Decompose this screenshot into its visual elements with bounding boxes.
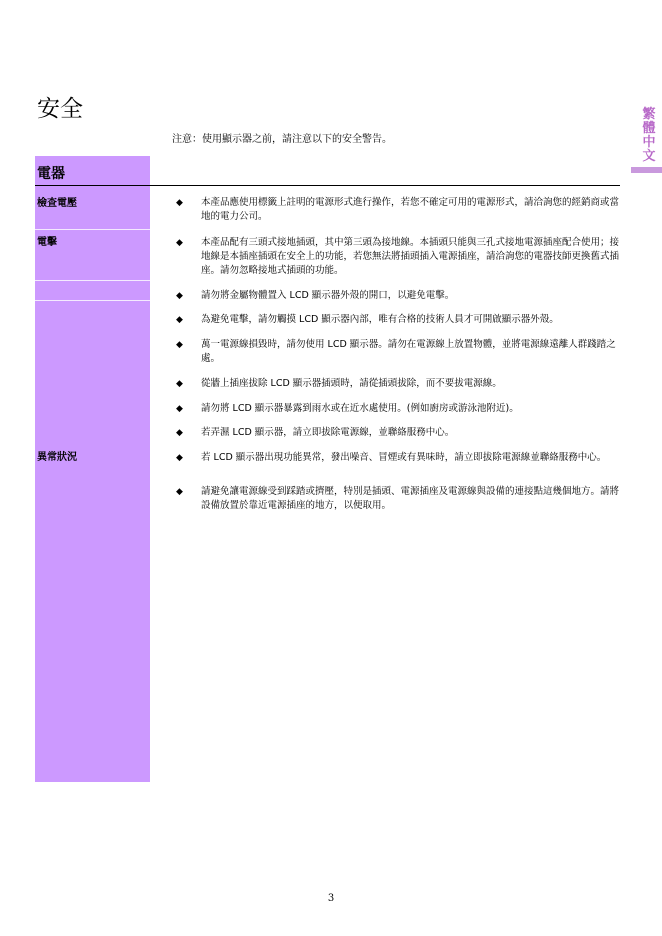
page-number: 3 bbox=[327, 893, 335, 904]
bullet-icon: ◆ bbox=[176, 291, 183, 301]
list-item-text: 本產品配有三頭式接地插頭，其中第三頭為接地線。本插頭只能與三孔式接地電源插座配合使用；接地線是本插座插頭在安全上的功能，若您無法將插頭插入電源插座，請洽詢您的電器技師更換舊式插座。請勿忽略接地式插頭的功能。 bbox=[201, 237, 620, 276]
list-item bbox=[176, 236, 622, 278]
language-tab-bar bbox=[631, 167, 662, 173]
bullet-icon: ◆ bbox=[176, 487, 183, 497]
language-tab-char: 中 bbox=[642, 135, 656, 150]
list-item-text: 從牆上插座拔除 LCD 顯示器插頭時，請從插頭拔除，而不要拔電源線。 bbox=[201, 378, 502, 389]
bullet-icon: ◆ bbox=[176, 453, 183, 463]
language-tab-char: 文 bbox=[642, 149, 656, 164]
list-item bbox=[176, 289, 622, 303]
safety-note: 注意：使用顯示器之前，請注意以下的安全警告。 bbox=[172, 134, 392, 145]
bullet-icon: ◆ bbox=[176, 428, 183, 438]
language-tab-char: 體 bbox=[642, 121, 656, 136]
list-item-text: 請避免讓電源線受到踩踏或擠壓，特別是插頭、電源插座及電源線與設備的連接點這幾個地方。請將設備放置於靠近電源插座的地方，以便取用。 bbox=[201, 486, 620, 511]
list-item bbox=[176, 377, 622, 391]
label-column-divider bbox=[35, 229, 150, 230]
list-item bbox=[176, 338, 622, 366]
list-item bbox=[176, 451, 622, 465]
list-item bbox=[176, 313, 622, 327]
language-tab bbox=[641, 108, 657, 164]
label-abnormal: 異常狀況 bbox=[37, 452, 77, 463]
list-item bbox=[176, 485, 622, 513]
list-item bbox=[176, 196, 622, 224]
bullet-icon: ◆ bbox=[176, 340, 183, 350]
list-item-text: 請勿將 LCD 顯示器暴露到雨水或在近水處使用。(例如廚房或游泳池附近)。 bbox=[201, 403, 519, 414]
page-title: 安全 bbox=[37, 96, 83, 122]
bullet-icon: ◆ bbox=[176, 379, 183, 389]
list-item-text: 萬一電源線損毀時，請勿使用 LCD 顯示器。請勿在電源線上放置物體，並將電源線遠離人群踐踏之處。 bbox=[201, 339, 616, 364]
language-tab-char: 繁 bbox=[642, 107, 656, 122]
label-power-check: 檢查電壓 bbox=[37, 198, 77, 209]
section-rule bbox=[35, 185, 620, 186]
list-item bbox=[176, 426, 622, 440]
label-column-divider bbox=[35, 300, 150, 301]
label-column-divider bbox=[35, 280, 150, 281]
list-item bbox=[176, 402, 622, 416]
label-plug: 電擊 bbox=[37, 237, 57, 248]
bullet-icon: ◆ bbox=[176, 315, 183, 325]
list-item-text: 若弄濕 LCD 顯示器，請立即拔除電源線，並聯絡服務中心。 bbox=[201, 427, 455, 438]
section-heading: 電器 bbox=[37, 166, 65, 182]
list-item-text: 為避免電擊，請勿觸摸 LCD 顯示器內部，唯有合格的技術人員才可開啟顯示器外殼。 bbox=[201, 314, 559, 325]
bullet-icon: ◆ bbox=[176, 404, 183, 414]
bullet-icon: ◆ bbox=[176, 238, 183, 248]
bullet-icon: ◆ bbox=[176, 198, 183, 208]
list-item-text: 若 LCD 顯示器出現功能異常，發出噪音、冒煙或有異味時，請立即拔除電源線並聯絡服務中心。 bbox=[201, 452, 607, 463]
list-item-text: 請勿將金屬物體置入 LCD 顯示器外殼的開口，以避免電擊。 bbox=[201, 290, 455, 301]
list-item-text: 本產品應使用標籤上註明的電源形式進行操作，若您不確定可用的電源形式，請洽詢您的經銷商或當地的電力公司。 bbox=[201, 197, 620, 222]
